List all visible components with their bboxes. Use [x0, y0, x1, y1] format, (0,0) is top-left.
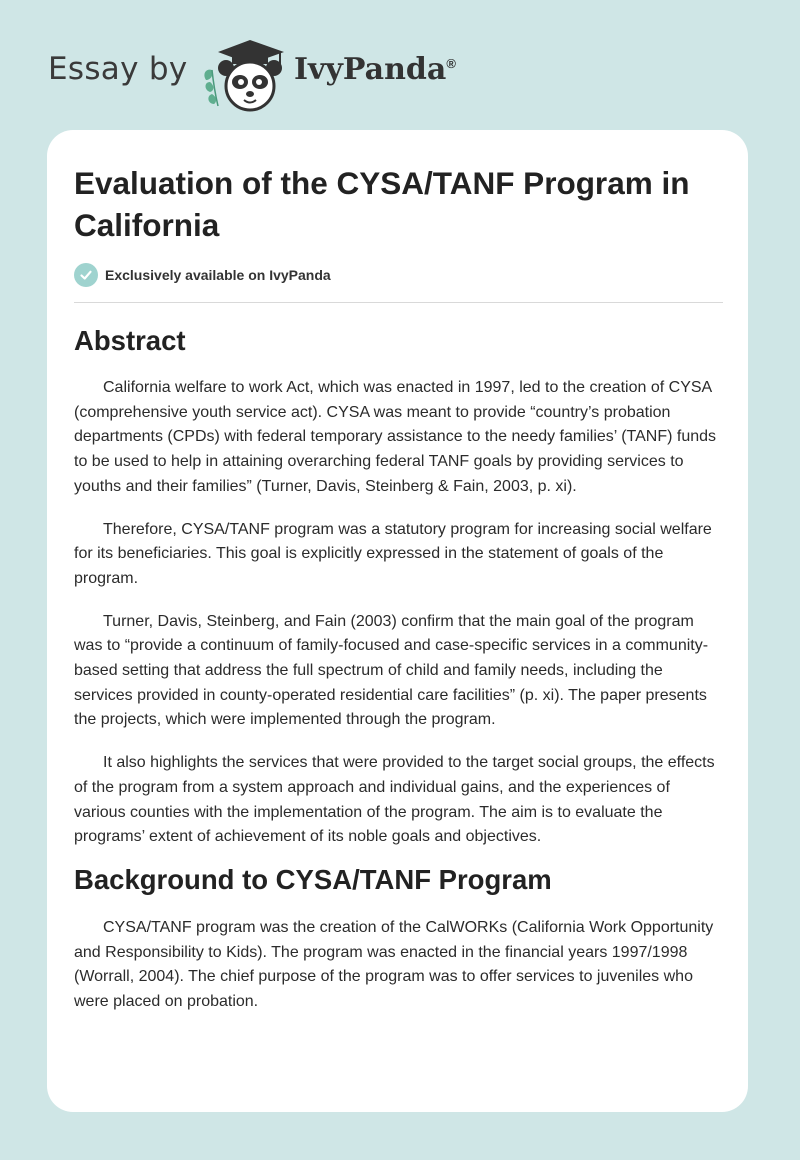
brand-name: IvyPanda® [294, 52, 456, 87]
brand-prefix: Essay by [48, 51, 188, 87]
paragraph: Therefore, CYSA/TANF program was a statutory program for increasing social welfare for its beneficiaries. This goal is explicitly expressed in the statement of goals of the program. [74, 520, 712, 587]
site-brand[interactable] [48, 34, 468, 114]
section-heading-background: Background to CYSA/TANF Program [74, 863, 552, 895]
paragraph: California welfare to work Act, which was enacted in 1997, led to the creation of CYSA (comprehensive youth service act). CYSA was meant to provide “country’s probation departments (CPDs) with federal temporary assistance to the needy families’ (TANF) funds to be used to help in attaining overarching federal TANF goals by providing services to youths and their families” (Turner, Davis, Steinberg & Fain, 2003, p. xi). [74, 379, 717, 495]
article-title: Evaluation of the CYSA/TANF Program in California [74, 165, 690, 243]
paragraph: Turner, Davis, Steinberg, and Fain (2003) confirm that the main goal of the program was to “provide a continuum of family-focused and case-specific services in a community-based setting that address the full spectrum of child and family needs, including the services provided in county-operated residential care facilities” (p. xi). The paper presents the projects, which were implemented through the program. [74, 612, 709, 729]
exclusive-badge [74, 262, 331, 288]
article-card [47, 130, 748, 1112]
paragraph: It also highlights the services that were provided to the target social groups, the effects of the program from a system approach and individual gains, and the experiences of various counties with the implementation of the program. The aim is to evaluate the programs’ extent of achievement of its noble goals and objectives. [74, 754, 715, 846]
divider [74, 302, 723, 303]
paragraph: CYSA/TANF program was the creation of the CalWORKs (California Work Opportunity and Responsibility to Kids). The program was enacted in the financial years 1997/1998 (Worrall, 2004). The chief purpose of the program was to offer services to juveniles who were placed on probation. [74, 918, 714, 1011]
panda-graduate-icon [200, 34, 290, 112]
article-body [74, 323, 724, 1015]
section-heading-abstract: Abstract [74, 325, 186, 356]
check-circle-icon [74, 263, 98, 287]
badge-text: Exclusively available on IvyPanda [105, 267, 331, 283]
